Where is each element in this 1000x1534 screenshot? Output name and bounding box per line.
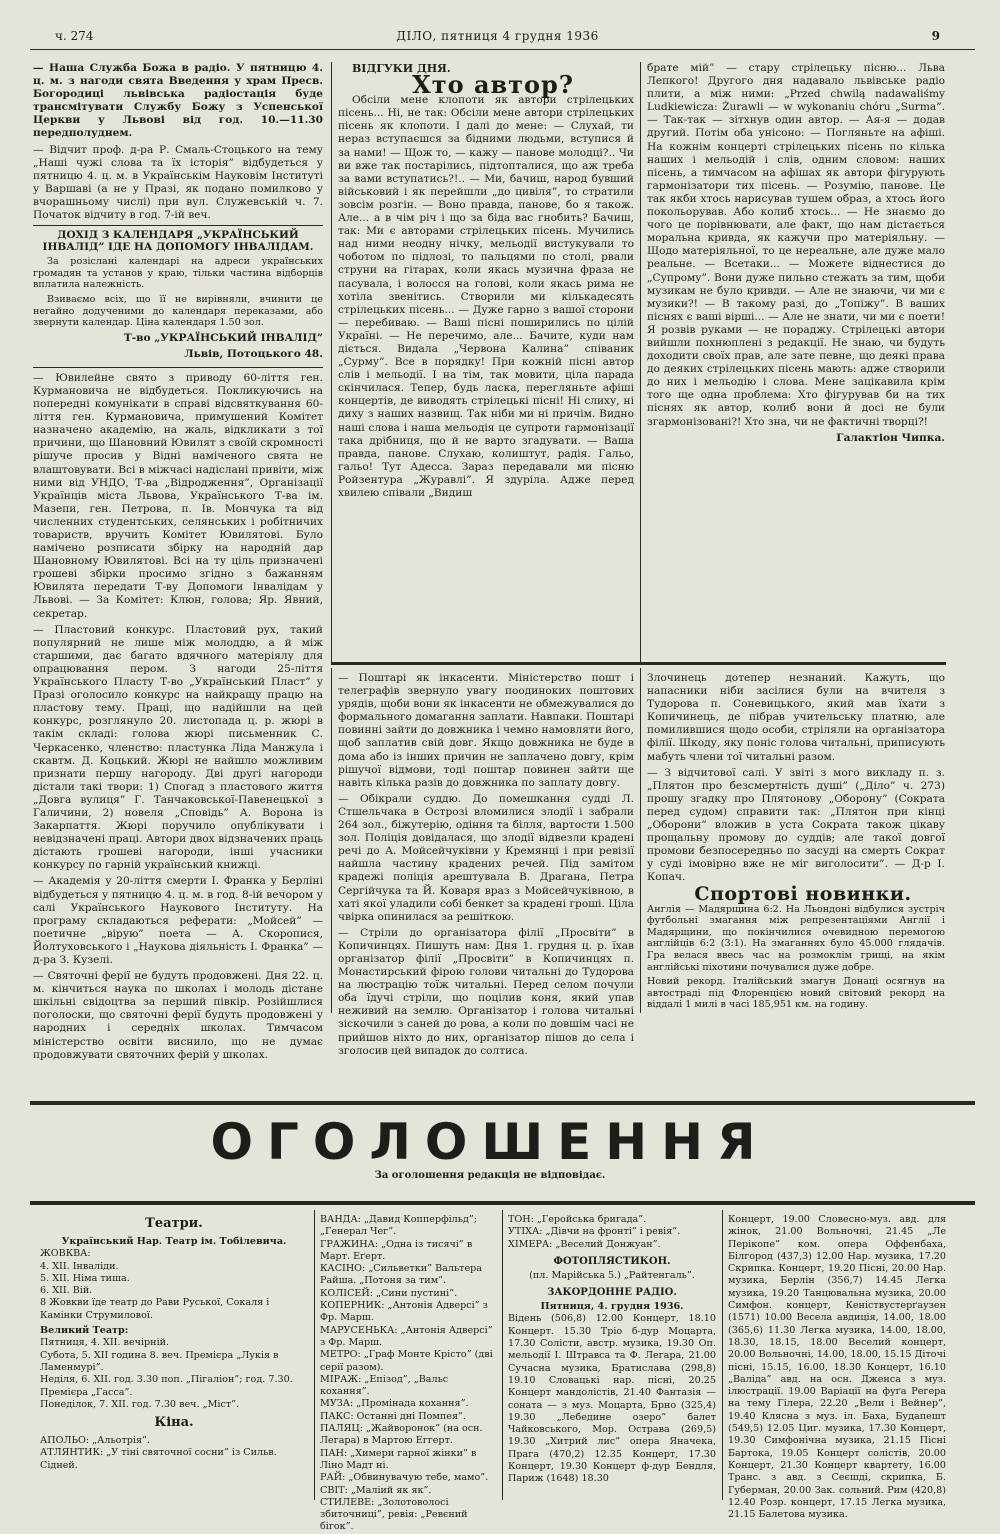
news-lecture: — Відчит проф. д-ра Р. Смаль-Стоцького на тему „Наші чужі слова та їх історія” відбудеться у пятницю 4. ц. м. в Українськім Науковім Інституті у Варшаві (а не у Празі, як подано помилково у вчорашньому числі) при вул. Служевській ч. 7. Початок відчиту в год. 7-ій веч.	[33, 143, 323, 222]
theatres-heading: Театри.	[145, 1216, 203, 1231]
cinema-line: ПАЛЯЦ: „Жайворонок” (на осн. Легара) в Мартою Еггерт.	[320, 1423, 483, 1447]
issue-number: ч. 274	[55, 29, 94, 43]
cinema-line: КОПЕРНИК: „Антонія Адверсі” з Фр. Марш.	[320, 1300, 488, 1324]
sport-football: Англія — Мадярщина 6:2. На Льондоні відбулися зустріч футбольні змагання між репрезентаціями Англії і Мадярщини, що покінчилися очевидною перемогою англійців 6:2 (3:1). На змаганнях було 45.000 глядачів. Гра велася ввесь час на розмоклім грищі, на якім англійські піхотини почувалися дуже добре.	[647, 903, 945, 973]
cinema-line: КОЛІСЕЙ: „Сини пустині”.	[320, 1287, 458, 1299]
article-title: Хто автор?	[412, 70, 574, 100]
column-3-feuilleton	[647, 62, 945, 660]
fotoplastikon-heading: ФОТОПЛЯСТИКОН.	[553, 1255, 671, 1267]
cinema-line: ГРАЖИНА: „Одна із тисячі” в Март. Еґерт.	[320, 1238, 473, 1262]
cinema-line: СТИЛЕВЕ: „Золотоволосі збиточниці”, ревія: „Ревєний бігок”.	[320, 1496, 468, 1533]
ad-column-rule	[314, 1210, 315, 1500]
news-shots-continued: Злочинець дотепер незнаний. Кажуть, що напасники ніби засілися були на вчителя з Тудорова п. Соневицького, який мав їхати з Копичинець, де пібрав учительську платню, але помилившися щодо особи, стріляли на організатора філії. Шкоду, яку поніс голова читальні, приписують мабуть члени тої читальні разом.	[647, 672, 945, 763]
cinemas-heading: Кіна.	[154, 1415, 194, 1431]
column-rule	[640, 62, 641, 662]
cinema-line: УТІХА: „Дівчи на фронті” і ревія”.	[508, 1226, 681, 1238]
announcements-title: ОГОЛОШЕННЯ	[210, 1113, 770, 1171]
cinema-line: МУЗА: „Промінада кохання”.	[320, 1398, 469, 1410]
notice-title: ДОХІД З КАЛЕНДАРЯ „УКРАЇНСЬКИЙ ІНВАЛІД” ІДЕ НА ДОПОМОГУ ІНВАЛІДАМ.	[42, 229, 314, 254]
news-radio-liturgy: — Наша Служба Божа в радіо. У пятницю 4. ц. м. з нагоди свята Введення у храм Пресв. Богородиці львівська радіостація буде трансмітувати Службу Божу з Успенської Церкви у Львові від год. 10.—11.30 передполуднем.	[33, 62, 323, 140]
column-rule	[640, 668, 641, 1013]
news-holidays: — Святочні ферії не будуть продовжені. Дня 22. ц. м. кінчиться наука по школах і молодь дістане шкільні свідоцтва за перший півкір. Розійшлися поголоски, що святочні ферії будуть продовжені у народних і середніх школах. Тимчасом міністерство освіти виснило, що не думає продовжувати святочних ферій у школах.	[33, 970, 323, 1061]
header-rule	[30, 49, 975, 50]
column-2-news	[338, 672, 634, 1057]
article-body-continued: брате мій” — стару стрілецьку пісню... Льва Лепкого! Другого дня надавало львівське радіо плити, а між ними: „Przed chwilą nadawaliśmy Ludkiewicza: Żurawli — w wykonaniu chóru „Surma”. — Так-так — зітхнув один автор. — Ая-я — додав другий. Потім оба унісоно: — Погляньте на афіші. На кожнім концерті стрілецьких пісень по кілька наших і мельодій і слів, одним словом: наших пісень, а тимчасом на афішах як автори фігурують гармонізатори тих пісень. — Розумію, панове. Це так якби хтось нарисував тушем образ, а хтось його покольорував. Або колиб хтось... — Не знаємо до чого це порівнювати, але факт, що нам дістається моральна кривда, як кажучи про матеріяльну. — Щодо матеріяльної, то це нереальне, але дуже мало реальне. — Всетаки... — Можете віднестися до „Супрому”. Вони дуже пильно стежать за тим, щоби музикам не було кривди. — Але не знаючи, чи ми є музики?! — В такому разі, до „Топіжу”. В ваших піснях є ваші вірші... — Але не знати, чи ми є поети! Я розвів руками — не пораджу. Стрілецькі автори вийшли похнюплені з редакції. Не знаю, чи будуть доходити своїх прав, але зате певне, що деякі права до деяких стрілецьких пісень мають: адже створили до них і мельодію і слова. Мене зацікавила крім того ще одна проблема: Хто фігурував би на тих піснях як автор, колиб вони й досі не були згармонізовані?! Хто зна, чи не фактичні творці?!	[647, 62, 945, 428]
theatre-line: Пятниця, 4. XII. вечірній.	[40, 1337, 170, 1349]
ad-column-theatres	[40, 1212, 308, 1502]
cinema-line: АТЛЯНТИК: „У тіні святочної сосни” із Сильв. Сідней.	[40, 1447, 277, 1471]
theatre-line: 8 Жовкви їде театр до Рави Руської, Сокаля і Камінки Струмилової.	[40, 1297, 270, 1321]
radio-program: Відень (506,8) 12.00 Концерт, 18.10 Концерт. 15.30 Тріо б-дур Моцарта, 17.30 Солісти, австр. музика, 19.30 Оп. мельодії І. Штравса та Ф. Легара, 21.00 Сучасна музика, Братислава (298,8) 19.10 Словацькі нар. пісні, 20.25 Концерт мандолістів, 21.40 Фантазія — соната — з муз. Моцарта, Брно (325,4) 19.30 „Лебедине озеро” балет Чайковського, Мор. Острава (269,5) 19.30 „Хитрий лис” опера Яначека, Прага (470,2) 12.35 Концерт, 17.30 Концерт, 19.30 Концерт ф-дур Бендля, Париж (1648) 18.30	[508, 1313, 716, 1485]
notice-text-1: За розіслані календарі на адреси українських громадян та установ у краю, тільки частина відборців вплатила належність.	[33, 256, 323, 291]
cinema-line: АПОЛЬО: „Альотрія”.	[40, 1435, 150, 1447]
section-kicker: ВІДГУКИ ДНЯ.	[352, 62, 451, 75]
theatre-line: Понеділок, 7. XII. год. 7.30 веч. „Міст”.	[40, 1398, 240, 1410]
ad-column-cinemas	[320, 1214, 496, 1533]
cinema-line: ХІМЕРА: „Веселий Донжуан”.	[508, 1238, 661, 1250]
page-header	[55, 26, 940, 46]
cinema-line: МАРУСЕНЬКА: „Антонія Адверсі” з Фр. Марш.	[320, 1324, 493, 1348]
column-1	[33, 62, 323, 1061]
cinema-line: ПАН: „Химери гарної жінки” в Ліно Мадт ні.	[320, 1447, 477, 1471]
theatre-line: 5. XII. Німа тиша.	[40, 1272, 130, 1284]
column-3-news	[647, 672, 945, 1012]
cinema-line: МІРАЖ: „Епізод”, „Вальс кохання”.	[320, 1373, 449, 1398]
column-2-feuilleton	[338, 62, 634, 660]
masthead-date: ДІЛО, пятниця 4 грудня 1936	[396, 29, 599, 43]
grand-theatre-heading: Великий Театр:	[40, 1325, 129, 1337]
ad-column-rule	[502, 1210, 503, 1500]
cinema-line: ТОН: „Геройська бригада”.	[508, 1214, 647, 1225]
news-franko-academy: — Академія у 20-ліття смерти І. Франка у Берліні відбудеться у пятницю 4. ц. м. в год. 8-ій вечором у салі Українського Наукового Інституту. На програму складаються реферати: „Мойсей” — поетичне „вірую” поета — А. Скоропися, Йолтуховського і „Наукова діяльність І. Франка” — д-ра З. Кузелі.	[33, 875, 323, 966]
notice-address: Львів, Потоцького 48.	[184, 347, 323, 360]
news-judge-robbed: — Обікрали суддю. До помешкання судді Л. Стшельчака в Острозі вломилися злодії і забрали 264 зол., біжутерію, одіння та білля, вартости 1.500 зол. Поліція довідалася, що злодії відвезли крадені речі до А. Мойсейчуківни у Кремянці і при ревізії найшла частину крадених речей. Під замітом крадежі поліція арештувала В. Драгана, Петра Сергійчука та Й. Коваря враз з Мойсейчуківною, в хаті якої уладили собі бенкет за крадені гроші. Ціла чвірка опинилася за решіткою.	[338, 792, 634, 923]
fotoplastikon-info: (пл. Марійська 5.) „Райтенгаль”.	[529, 1269, 695, 1281]
news-jubilee: — Ювилейне свято з приводу 60-ліття ген. Курмановича не відбудеться. Покликуючись на попередні комунікати в справі відсвяткування 60-ліття ген. Курмановича, примушений Комітет назначено академію, на жаль, відкликати з тої причини, що Шановний Ювилят з своїй скромності рішуче просив у Відні наміченого свята не влаштовувати. Всі в міжчасі надіслані привіти, між ними від УНДО, Т-ва „Відродження”, Організації Українців міста Львова, Українського Т-ва ім. Мазепи, ген. Петрова, п. Ів. Мончука та від численних студентських, селянських і робітничих товариств, вручить Комітет Ювилятові. Було намічено розписати збірку на народній дар Шановному Ювилятові. Всі на ту ціль призначені грошеві збірки просимо згідно з бажанням Ювилята передати Т-ву Допомоги Інвалідам у Львові. — За Комітет: Клюн, голова; Яр. Явний, секретар.	[33, 371, 323, 620]
announcements-rule-bottom	[30, 1201, 975, 1205]
news-postmen: — Поштарі як інкасенти. Міністерство пошт і телеграфів звернуло увагу поодиноких поштових урядів, щоби вони як інкасенти не обмежувалися до формального домагання заплати. Навпаки. Поштарі повинні зайти до довжника і чемно намовляти його, щоб заплатив свій довг. Якщо довжника не буде в дома або із інших причин не заплачено довгу, крім рішучої відмови, тоді поштар повинен зайти ще навіть кілька разів до довжника по заплату довгу.	[338, 672, 634, 789]
announcements-header	[100, 1114, 880, 1182]
cinema-line: СВІТ: „Маліий як як”.	[320, 1484, 432, 1496]
ad-column-radio-continued	[728, 1214, 946, 1521]
cinema-line: ПАКС: Останні дні Помпея”.	[320, 1410, 466, 1422]
theatre-line: ЖОВКВА:	[40, 1248, 91, 1260]
cinema-line: КАСІНО: „Сильветки” Вальтера Райша. „Потоня за тим”.	[320, 1263, 483, 1287]
sport-section-title: Спортові новинки.	[694, 882, 912, 905]
cinema-line: МЕТРО: „Граф Монте Крісто” (дві серії разом).	[320, 1349, 493, 1373]
notice-box-invalid-calendar	[33, 225, 323, 368]
radio-date: Пятниця, 4. грудня 1936.	[540, 1301, 684, 1313]
page-number: 9	[931, 29, 940, 43]
news-shots: — Стріли до організатора філії „Просвіти” в Копичинцях. Пишуть нам: Дня 1. грудня ц. р. їхав організатор філії „Просвіти” в Копичинцях п. Монастирський фірою голови читальні до Тудорова на люстрацію тоїж читальні. Перед селом почули оба їдучі стріли, що поцілив коня, який упав неживий на землю. Організатор і голова читальні зіскочили з саней до рова, а коли по довшім часі не прийшов ніхто до них, організатор пішов до села і зголосив цей випадок до солтиса.	[338, 926, 634, 1057]
notice-signature: Т-во „УКРАЇНСЬКИЙ ІНВАЛІД”	[123, 331, 323, 344]
theatre-line: Неділя, 6. XII. год. 3.30 поп. „Пігаліон”; год. 7.30. Премієра „Гасса”.	[40, 1374, 293, 1398]
ad-column-radio	[508, 1214, 716, 1502]
announcements-rule-top	[30, 1101, 975, 1105]
news-plast-contest: — Пластовий конкурс. Пластовий рух, такий популярний не лише між молоддю, а й між старшими, дає багато вдячного матеріялу для опрацювання пером. З нагоди 25-ліття Українського Пласту Т-во „Український Пласт” у Празі оголосило конкурс на найкращу працю на пластову тему. Праці, що надійшли на цей конкурс, розглянуло 20. листопада ц. р. жюрі в такім складі: голова жюрі письменник С. Черкасенко, членство: пластунка Ліда Манжула і скавтм. Д. Коцький. Жюрі не найшло можливим признати першу нагороду. Дві другі нагороди дістали такі твори: 1) Спогад з пластового життя „Довга вулиця” Г. Танчаковської-Павенецької з Галичини, 2) новеля „Сповідь” А. Ворона із Закарпаття. Жюрі поручило опублікувати і невідзначені праці. Автори двох відзначених праць дістають грошеві нагороди, інші учасники конкурсу по гарній український книжці.	[33, 623, 323, 872]
ad-column-rule	[722, 1210, 723, 1500]
theatre-line: Субота, 5. XII година 8. веч. Премієра „Лукія в Ламенмурі”.	[40, 1349, 279, 1373]
cinema-line: ВАНДА: „Давид Копперфільд”; „Генерал Чег”.	[320, 1214, 478, 1238]
sport-record: Новий рекорд. Італійський змагун Донаці осягнув на автостраді під Флоренцією новий світовий рекорд на віддалі 1 милі в часі 185,951 км. на годину.	[647, 976, 945, 1011]
theatre-line: 4. XII. Інваліди.	[40, 1260, 119, 1272]
column-rule	[331, 668, 332, 1013]
cinema-line: РАЙ: „Обвинувачую тебе, мамо”.	[320, 1472, 489, 1484]
section-rule	[331, 662, 946, 665]
notice-text-2: Взиваємо всіх, що її не вирівняли, вчинити це негайно додученими до календаря переказами, або звернути календар. Ціна календаря 1.50 зол.	[33, 293, 323, 329]
theatre-line: 6. XII. Вій.	[40, 1285, 93, 1297]
theatre-company: Український Нар. Театр ім. Тобілевича.	[61, 1236, 287, 1247]
radio-program-continued: Концерт, 19.00 Словесно-муз. авд. для жінок, 21.00 Вольночні, 21.45 „Ле Перікопе” ком. опера Оффенбаха, Білгород (437,3) 12.00 Нар. музика, 17.20 Скрипка. Концерт, 19.20 Пісні, 20.00 Нар. музика, Берлін (356,7) 14.45 Легка музика, 19.20 Танцювальна музика, 20.00 Симфон. концерт, Кеніствустерґаузен (1571) 10.00 Весела авдиція, 14.00, 18.00 (365,6) 11.30 Легка музика, 14.00, 18.00, 18.30, 18.15, 18.00 Веселий концерт, 20.00 Вольночні, 14.00, 18.00, 15.15 Діточі пісні, 15.15, 16.00, 18.30 Концерт, 16.10 „Валіда” авд. на осн. Дженса з муз. ілюстрації. 19.00 Варіації на фуґа Регера на тему Гілера, 22.20 „Вели і Вейнер”, 19.40 Клясна з муз. іл. Баха, Будапешт (549,5) 12.05 Циг. музика, 17.30 Концерт, 19.30 Симфонічна музика, 21.15 Пісні Бартока, 19.05 Концерт солістів, 20.00 Концерт, 21.30 Концерт квартету, 16.00 Транс. з авд. з Сеєшді, скрипка, Б. Губерман, 20.00 Зак. сольний. Рим (420,8) 12.40 Розр. концерт, 17.15 Легка музика, 21.15 Балетова музика.	[728, 1214, 946, 1521]
article-body: Обсіли мене клопоти як автори стрілецьких пісень... Ні, не так: Обсіли мене автори стрілецьких пісень як клопоти. І далі до мене: — Слухай, ти нераз вступаєшся за бідними людьми, вступися й за нами! — Щож то, — кажу — панове молодці?.. Чи ви вже так постарілись, підтопталися, що аж треба за вами вступатись?!.. — Ми, бачиш, народ бувший військовий і як перейшли „до цивіля”, то стратили зовсім розгін. — Воно правда, панове, бо я також. Але... а в чім річ і що за біда вас гнобить? Бачиш, так: Ми є авторами стрілецьких пісень. Мучились над ними неодну нічку, мельодії вистукували то чоботом по підлозі, то пальцями по столі, рвали струни на гітарах, коли якась музична фраза не пасувала, і волосся на голові, коли якась рима не хотіла звенітись. Створили ми кількадесять стрілецьких пісень... — Дуже гарно з вашої сторони — перебиваю. — Ваші пісні поширились по цілій Україні. — Не перечимо, але... Бачите, куди нам діється. Видала „Червона Калина” співаник „Сурму”. Все в порядку! При кожній пісні автор слів і мельодії. І на тім, так мовити, ціла парада скінчилася. Тепер, будь ласка, перегляньте афіші концертів, де виводять стрілецькі пісні! Ні слиху, ні диху з наших назвищ. Так ніби ми ні причім. Видно наші слова і наша мельодія це супроти гармонізації така дрібниця, що й не варто згадувати. — Ваша правда, панове. Слухаю, колиштут, радія. Гальо, гальо! Тут Адесса. Зараз передавали ми пісню Ройзентура „Журавлі”. Я здуріла. Адже перед хвилею співали „Видиш	[338, 94, 634, 499]
foreign-radio-heading: ЗАКОРДОННЕ РАДІО.	[547, 1287, 677, 1299]
announcements-disclaimer: За оголошення редакція не відповідає.	[374, 1170, 606, 1181]
article-author: Галактіон Чипка.	[836, 431, 945, 444]
news-lecture-correction: — З відчитової салі. У звіті з мого викладу п. з. „Плятон про безсмертність душі” („Діло” ч. 273) прошу згадку про Плятонову „Оборону” (Сократа перед судом) справити так: „Плятон при кінці „Оборони” вложив в уста Сократа також цікаву прощальну промову до суддів; але такої довгої промови безпосередньо по засуді на смерть Сократ у суді імовірно вже не міг виголосити”. — Д-р І. Копач.	[647, 766, 945, 884]
column-rule	[331, 62, 332, 662]
